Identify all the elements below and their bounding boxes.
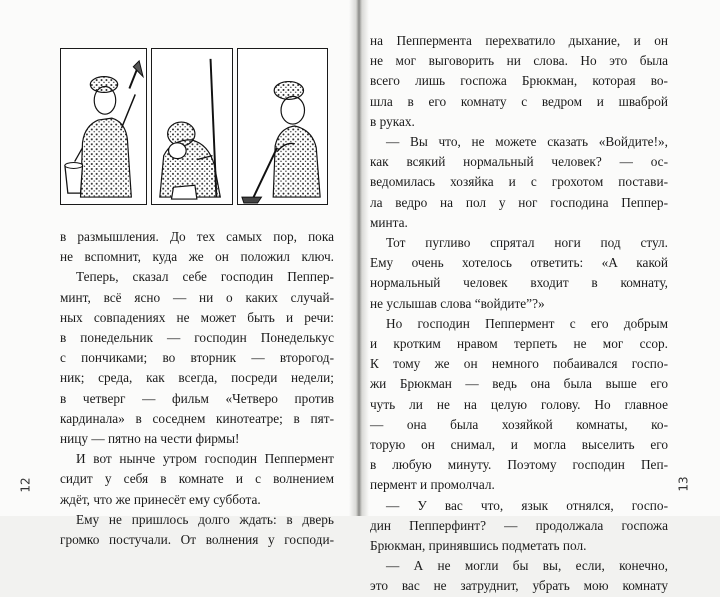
text-line: с пончиками; во вторник — второгод- bbox=[60, 350, 334, 366]
text-line: Брюкман, принявшись подметать пол. bbox=[370, 538, 587, 554]
text-line: ждёт, что же принесёт ему суббота. bbox=[60, 491, 261, 507]
text-line: ницу — пятно на чести фирмы! bbox=[60, 431, 240, 447]
text-line: — У вас что, язык отнялся, госпо- bbox=[386, 497, 668, 513]
text-line: не вспомнит, куда же он положил ключ. bbox=[60, 249, 334, 265]
text-line: в четверг — фильм «Четверо против bbox=[60, 390, 334, 406]
text-line: в любую минуту. Поэтому господин Пеп- bbox=[370, 457, 668, 473]
text-line: — она была хозяйкой комнаты, ко- bbox=[370, 416, 668, 432]
text-line: минт, всё ясно — ни о каких случай- bbox=[60, 289, 334, 305]
page-number-left: 12 bbox=[18, 477, 33, 493]
text-line: дин Пепперфинт? — продолжала госпожа bbox=[370, 517, 668, 533]
text-line: нормальный человек входит в комнату, bbox=[370, 275, 668, 291]
text-line: жи Брюкман — ведь она была выше его bbox=[370, 376, 668, 392]
page-number-right: 13 bbox=[676, 476, 691, 492]
text-line: как всякий нормальный человек? — ос- bbox=[370, 154, 668, 170]
text-line: Ему не пришлось долго ждать: в дверь bbox=[76, 511, 334, 527]
book-gutter bbox=[349, 0, 369, 516]
text-line: минта. bbox=[370, 214, 408, 230]
illustration-panel-woman-bending bbox=[151, 48, 233, 205]
right-page-text bbox=[370, 31, 668, 597]
text-line: И вот нынче утром господин Пеппермент bbox=[76, 451, 334, 467]
text-line: громко постучали. От волнения у господи- bbox=[60, 532, 334, 548]
text-line: в понедельник — господин Понеделькус bbox=[60, 330, 334, 346]
text-line: Теперь, сказал себе господин Пеппер- bbox=[76, 269, 334, 285]
text-line: ник; среда, как всегда, посреди недели; bbox=[60, 370, 334, 386]
text-line: и кротким нравом терпеть не мог ссор. bbox=[370, 336, 668, 352]
illustration-strip bbox=[60, 48, 328, 205]
text-line: Ему очень хотелось ответить: «А какой bbox=[370, 255, 668, 271]
text-line: кардинала» в соседнем кинотеатре; в пят- bbox=[60, 410, 334, 426]
text-line: — А не могли бы вы, если, конечно, bbox=[386, 558, 668, 574]
text-line: сидит у себя в комнате и с волнением bbox=[60, 471, 334, 487]
text-line: ла ведро на пол у ног господина Пеппер- bbox=[370, 194, 668, 210]
text-line: Но господин Пеппермент с его добрым bbox=[386, 315, 668, 331]
illustration-panel-woman-with-bucket bbox=[60, 48, 147, 205]
text-line: пермент и промолчал. bbox=[370, 477, 495, 493]
text-line: в размышления. До тех самых пор, пока bbox=[60, 229, 334, 244]
text-line: в руках. bbox=[370, 113, 415, 129]
text-line: не мог выговорить ни слова. Но это была bbox=[370, 53, 668, 69]
text-line: шла в его комнату с ведром и шваброй bbox=[370, 93, 668, 109]
text-line: — Вы что, не можете сказать «Войдите!», bbox=[386, 134, 668, 150]
illustration-panel-woman-with-mop bbox=[237, 48, 328, 205]
text-line: всего лишь госпожа Брюкман, которая во- bbox=[370, 73, 668, 89]
text-line: ведомилась хозяйка и с грохотом постави- bbox=[370, 174, 668, 190]
text-line: ных совпадениях не может быть и речи: bbox=[60, 309, 334, 325]
text-line: на Пеппермента перехватило дыхание, и он bbox=[370, 33, 668, 48]
text-line: это вас не затруднит, убрать мою комнату bbox=[370, 578, 668, 594]
text-line: К тому же он немного побаивался госпо- bbox=[370, 356, 668, 372]
left-page-text bbox=[60, 227, 334, 550]
text-line: чуть ли не на целую голову. Но главное bbox=[370, 396, 668, 412]
text-line: Тот пугливо спрятал ноги под стул. bbox=[386, 235, 668, 251]
text-line: торую он снимал, и могла выселить его bbox=[370, 437, 668, 453]
text-line: не услышав слова “войдите”?» bbox=[370, 295, 545, 311]
